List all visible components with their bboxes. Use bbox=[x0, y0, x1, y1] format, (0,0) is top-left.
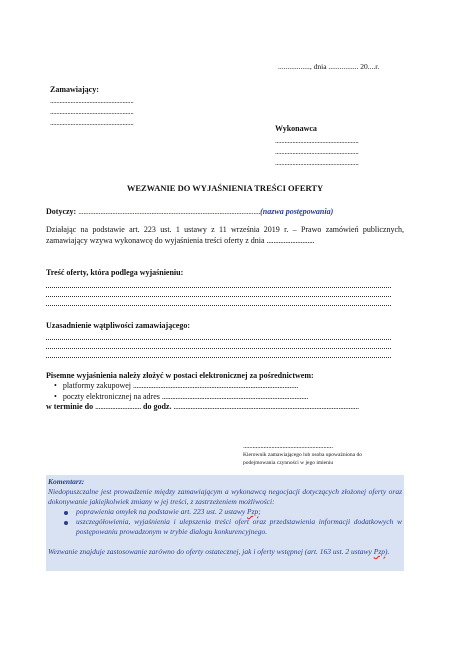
bullet-icon: • bbox=[54, 381, 57, 390]
komentarz-bullet-1-end: ; bbox=[258, 507, 261, 516]
uzasadnienie-line-2 bbox=[46, 348, 391, 349]
dotyczy-label: Dotyczy: bbox=[46, 207, 77, 216]
signature-dots: ......................................................... bbox=[243, 441, 333, 450]
document-title: WEZWANIE DO WYJAŚNIENIA TREŚCI OFERTY bbox=[126, 183, 324, 193]
pzp-abbrev: Pzp bbox=[247, 507, 259, 516]
date-line: ................., dnia ................ 20....r. bbox=[278, 62, 380, 71]
wykonawca-label: Wykonawca bbox=[275, 124, 317, 133]
signature-caption-2: podejmowania czynności w jego imieniu bbox=[243, 460, 334, 466]
wykonawca-line-3: ..................................................... bbox=[275, 158, 359, 167]
pisemne-item-2-text: poczty elektronicznej na adres bbox=[62, 392, 160, 401]
godz-label: do godz. bbox=[143, 402, 172, 411]
tresc-line-1 bbox=[46, 287, 391, 288]
tresc-label: Treść oferty, która podlega wyjaśnieniu: bbox=[46, 268, 184, 277]
bullet-icon: • bbox=[54, 392, 57, 401]
zamawiajacy-line-3: ..................................................... bbox=[50, 118, 134, 127]
dotyczy-row bbox=[46, 207, 333, 217]
komentarz-bullet-1-text: poprawienia omyłek na podstawie art. 223 ust. 2 ustawy bbox=[76, 507, 248, 516]
uzasadnienie-label: Uzasadnienie wątpliwości zamawiającego: bbox=[46, 321, 190, 330]
zamawiajacy-line-1: ..................................................... bbox=[50, 96, 134, 105]
bullet-icon bbox=[64, 511, 68, 515]
termin-label: w terminie do bbox=[46, 402, 94, 411]
intro-text: Działając na podstawie art. 223 ust. 1 ustawy z 11 września 2019 r. – Prawo zamówień publicznych, zamawiający wzywa wykonawcę do wyjaśnienia treści oferty z dnia bbox=[46, 225, 404, 245]
pisemne-item-1 bbox=[54, 381, 298, 391]
intro-paragraph bbox=[46, 224, 404, 246]
signature-caption-1: Kierownik zamawiającego lub osoba upoważniona do bbox=[243, 452, 362, 458]
komentarz-box bbox=[46, 475, 404, 571]
termin-dots: ........................... bbox=[95, 402, 142, 411]
zamawiajacy-label: Zamawiający: bbox=[50, 85, 99, 94]
komentarz-label: Komentarz: bbox=[48, 477, 85, 486]
godz-dots: ............................................................................................................. bbox=[173, 402, 359, 411]
uzasadnienie-line-1 bbox=[46, 339, 391, 340]
komentarz-p2-end: ). bbox=[385, 547, 390, 556]
zamawiajacy-line-2: ..................................................... bbox=[50, 107, 134, 116]
wykonawca-line-2: ..................................................... bbox=[275, 147, 359, 156]
komentarz-p2-text: Wezwanie znajduje zastosowanie zarówno do oferty ostatecznej, jak i oferty wstępnej (art. 163 ust. 2 ustawy bbox=[48, 547, 374, 556]
pzp-abbrev: Pzp bbox=[373, 547, 385, 556]
pisemne-item-1-text: platformy zakupowej bbox=[62, 381, 132, 390]
dotyczy-dots: ........................................................................................................... bbox=[78, 207, 261, 216]
intro-tail: ............................ bbox=[266, 236, 315, 245]
bullet-icon bbox=[64, 521, 68, 525]
komentarz-bullet-1 bbox=[76, 507, 402, 517]
dotyczy-hint: (nazwa postępowania) bbox=[260, 207, 334, 216]
komentarz-bullet-2: uszczegółowienia, wyjaśnienia i ulepszenia treści ofert oraz przedstawienia informacji dodatkowych w postępowaniu prowadzonym w trybie dialogu konkurencyjnego. bbox=[76, 517, 402, 536]
uzasadnienie-line-3 bbox=[46, 357, 391, 358]
komentarz-p2 bbox=[48, 547, 402, 557]
termin-row bbox=[46, 402, 359, 412]
pisemne-label: Pisemne wyjaśnienia należy złożyć w postaci elektronicznej za pośrednictwem: bbox=[46, 371, 314, 380]
komentarz-p1: Niedopuszczalne jest prowadzenie między zamawiającym a wykonawcą negocjacji dotyczących złożonej oferty oraz dokonywanie jakiejkolwiek zmiany w jej treści, z zastrzeżeniem możliwości: bbox=[48, 487, 402, 506]
pisemne-item-2 bbox=[54, 392, 309, 402]
wykonawca-line-1: ..................................................... bbox=[275, 136, 359, 145]
tresc-line-3 bbox=[46, 305, 391, 306]
pisemne-item-2-dots: ...................................................................................... bbox=[161, 392, 309, 401]
pisemne-item-1-dots: ................................................................................................. bbox=[133, 381, 298, 390]
tresc-line-2 bbox=[46, 296, 391, 297]
